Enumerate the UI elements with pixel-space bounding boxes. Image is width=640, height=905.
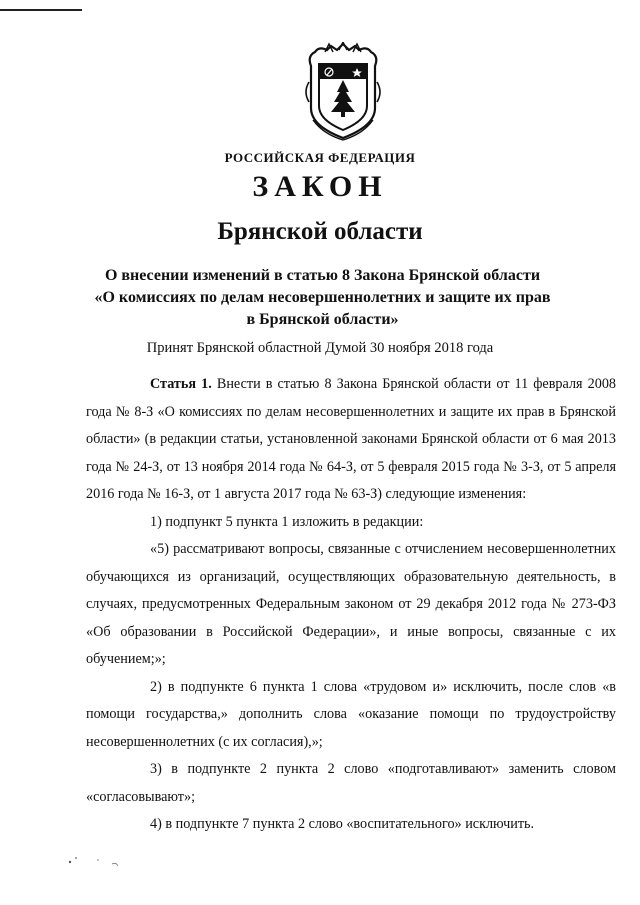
coat-of-arms-icon <box>303 42 383 142</box>
article-1-text: Внести в статью 8 Закона Брянской области от 11 февраля 2008 года № 8-З «О комиссиях по делам несовершеннолетних и защите их прав в Брянской области» (в редакции статьи, установленной законами Брянской области от 6 мая 2013 года № 24-З, от 13 ноября 2014 года № 64-З, от 5 февраля 2015 года № 3-З, от 5 апреля 2016 года № 16-З, от 1 августа 2017 года № 63-З) следующие изменения: <box>86 376 617 502</box>
law-name <box>80 265 565 331</box>
document-type-title: ЗАКОН <box>252 170 388 203</box>
region-name: Брянской области <box>217 218 423 245</box>
amendment-item-2: 2) в подпункте 6 пункта 1 слова «трудовом и» исключить, после слов «в помощи государства,» дополнить слова «оказание помощи по трудоустройству несовершеннолетних (с их согласия),»; <box>86 678 616 750</box>
amendment-item-1: 1) подпункт 5 пункта 1 изложить в редакции: <box>150 513 424 530</box>
law-name-line: О внесении изменений в статью 8 Закона Брянской области <box>104 267 541 284</box>
scan-specks-icon <box>64 852 124 872</box>
law-name-line: в Брянской области» <box>246 311 399 328</box>
adoption-note: Принят Брянской областной Думой 30 ноября 2018 года <box>146 340 494 356</box>
law-name-line: «О комиссиях по делам несовершеннолетних и защите их прав <box>94 289 551 306</box>
article-1-label: Статья 1. <box>150 376 212 392</box>
law-body <box>86 371 616 839</box>
scan-edge-line <box>0 9 82 11</box>
amendment-item-4: 4) в подпункте 7 пункта 2 слово «воспитательного» исключить. <box>150 816 535 832</box>
article-1-paragraph <box>86 371 616 509</box>
amendment-item-3: 3) в подпункте 2 пункта 2 слово «подготавливают» заменить словом «согласовывают»; <box>86 761 616 805</box>
country-name: РОССИЙСКАЯ ФЕДЕРАЦИЯ <box>224 150 416 165</box>
amendment-item-1-quote: «5) рассматривают вопросы, связанные с отчислением несовершеннолетних обучающихся из организаций, осуществляющих образовательную деятельность, в случаях, предусмотренных Федеральным законом от 29 декабря 2012 года № 273-ФЗ «Об образовании в Российской Федерации», и иные вопросы, связанные с их обучением;»; <box>86 541 616 667</box>
